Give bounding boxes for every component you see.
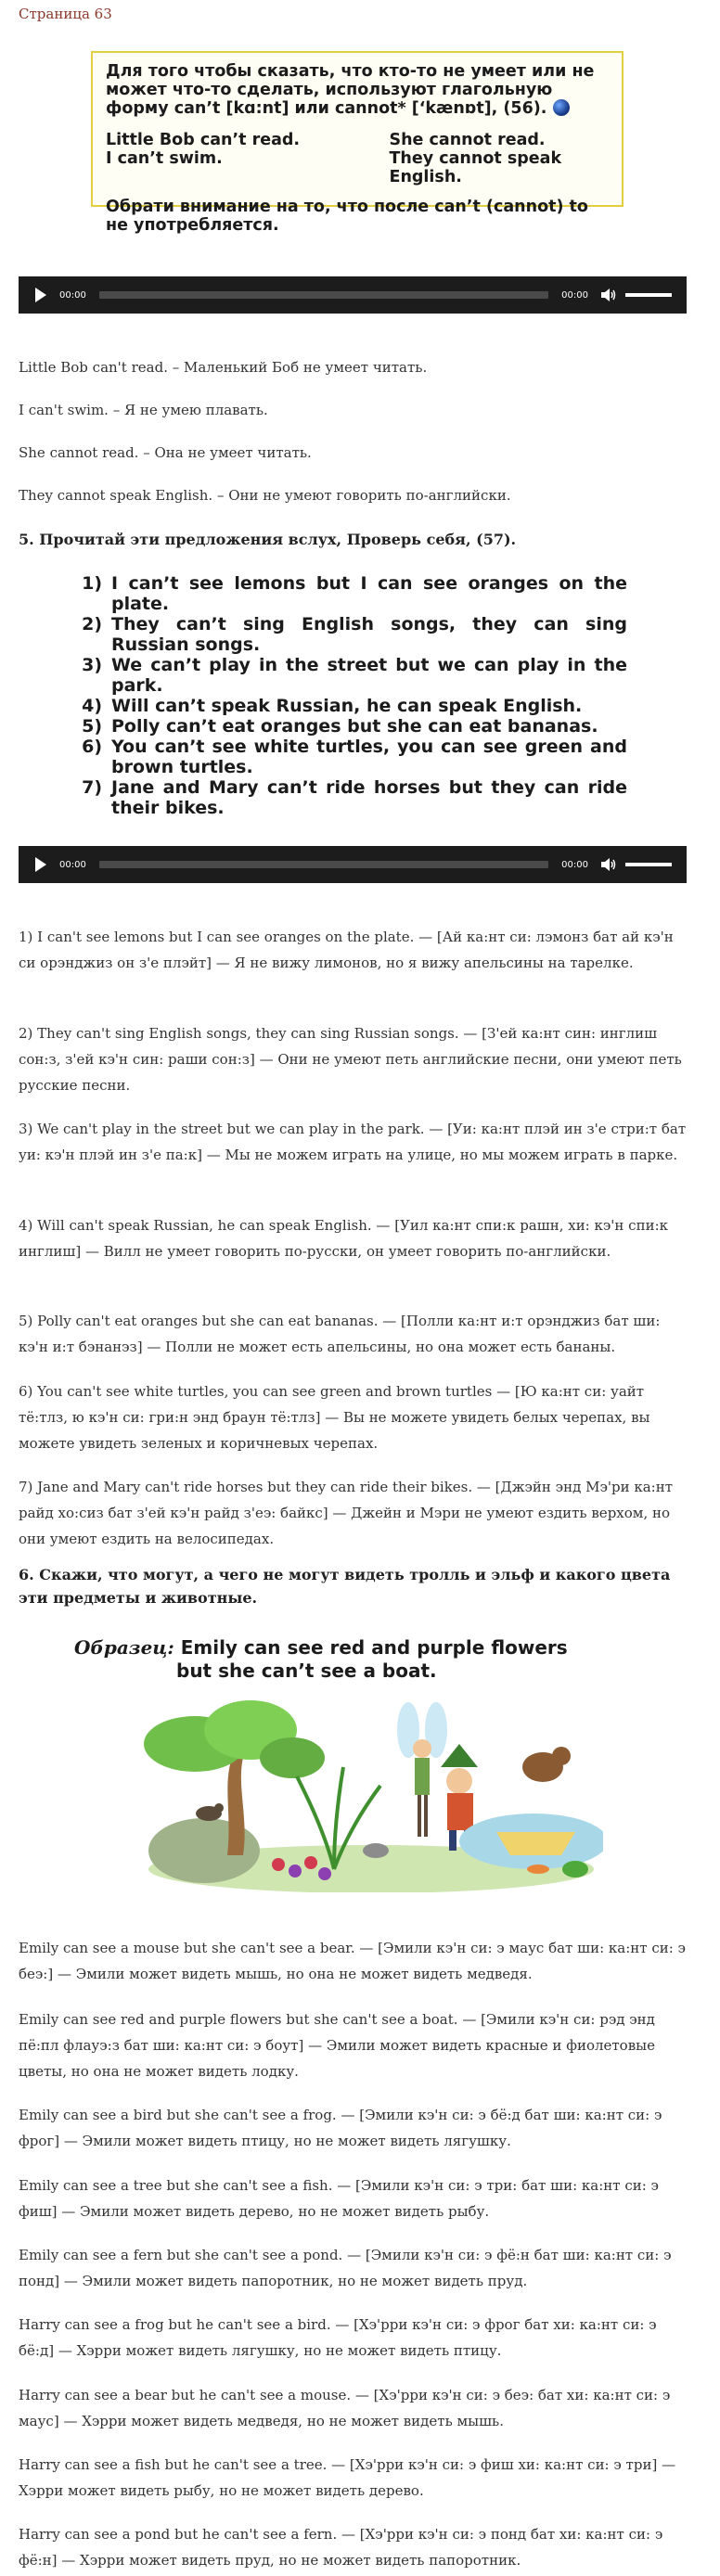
exercise-6-answer: Emily can see a tree but she can't see a fish. — [Эмили кэ'н си: э три: бат ши: ка:нт си: э фиш] — Эмили может видеть дерево, но не может видеть рыбу. xyxy=(19,2177,659,2220)
translation-line: Little Bob can't read. – Маленький Боб не умеет читать. xyxy=(19,359,428,376)
progress-track[interactable] xyxy=(99,861,548,868)
exercise-5-translation: 7) Jane and Mary can't ride horses but they can ride their bikes. — [Джэйн энд Мэ'ри ка:нт райд хо:сиз бат з'ей кэ'н райд з'еэ: байкс] — Джейн и Мэри не умеют ездить верхом, но они умеют ездить на велосипедах. xyxy=(19,1479,674,1547)
rule-note: Обрати внимание на то, что после can’t (cannot) to не употребляется. xyxy=(106,198,588,235)
rule-examples-right xyxy=(389,131,609,186)
translation-line: I can't swim. – Я не умею плавать. xyxy=(19,402,268,418)
rule-example: I can’t swim. xyxy=(106,149,223,168)
exercise-6-answer: Harry can see a bear but he can't see a mouse. — [Хэ'рри кэ'н си: э беэ: бат хи: ка:нт си: э маус] — Хэрри может видеть медведя, но не может видеть мышь. xyxy=(19,2387,671,2429)
exercise-6-answer: Harry can see a frog but he can't see a bird. — [Хэ'рри кэ'н си: э фрог бат хи: ка:нт си: э бё:д] — Хэрри может видеть лягушку, но не может видеть птицу. xyxy=(19,2316,657,2359)
exercise-6-answer: Emily can see a bird but she can't see a frog. — [Эмили кэ'н си: э бё:д бат ши: ка:нт си: э фрог] — Эмили может видеть птицу, но не может видеть лягушку. xyxy=(19,2107,662,2149)
sample-line-1: Emily can see red and purple flowers xyxy=(180,1636,568,1659)
audio-player-2 xyxy=(19,846,687,883)
progress-track[interactable] xyxy=(99,291,548,299)
translation-line: She cannot read. – Она не умеет читать. xyxy=(19,444,312,461)
volume-slider[interactable] xyxy=(625,863,672,866)
rule-examples-left xyxy=(106,131,389,186)
exercise-6-answer: Emily can see a mouse but she can't see a bear. — [Эмили кэ'н си: э маус бат ши: ка:нт си: э беэ:] — Эмили может видеть мышь, но она не может видеть медведя. xyxy=(19,1940,686,1982)
list-item: 6) You can’t see white turtles, you can see green and brown turtles. xyxy=(82,737,627,777)
exercise-5-heading: 5. Прочитай эти предложения вслух, Проверь себя, (57). xyxy=(19,531,517,548)
rule-example: They cannot speak English. xyxy=(389,149,562,186)
rule-example: Little Bob can’t read. xyxy=(106,131,301,149)
rule-examples xyxy=(106,131,609,186)
audio-player-1 xyxy=(19,276,687,314)
exercise-5-translation: 5) Polly can't eat oranges but she can eat bananas. — [Полли ка:нт и:т орэнджиз бат ши: кэ'н и:т бэнанэз] — Полли не может есть апельсины, но она может есть бананы. xyxy=(19,1313,661,1355)
rule-intro-text: Для того чтобы сказать, что кто-то не умеет или не может что-то сделать, используют глагольную форму can’t [kɑ:nt] или cannot* [‘kænɒt], (56). xyxy=(106,62,595,118)
volume-icon[interactable] xyxy=(601,288,616,301)
volume-icon[interactable] xyxy=(601,858,616,871)
list-item: 1) I can’t see lemons but I can see oranges on the plate. xyxy=(82,573,627,614)
exercise-6-answer: Emily can see a fern but she can't see a pond. — [Эмили кэ'н си: э фё:н бат ши: ка:нт си: э понд] — Эмили может видеть папоротник, но не может видеть пруд. xyxy=(19,2247,672,2289)
translation-line: They cannot speak English. – Они не умеют говорить по-английски. xyxy=(19,487,511,504)
exercise-6-answer: Emily can see red and purple flowers but she can't see a boat. — [Эмили кэ'н си: рэд энд пё:пл флауэ:з бат ши: ка:нт си: э боут] — Эмили может видеть красные и фиолетовые цветы, но она не может видеть лодку. xyxy=(19,2011,655,2080)
page-heading: Страница 63 xyxy=(19,6,112,22)
list-item: 7) Jane and Mary can’t ride horses but they can ride their bikes. xyxy=(82,777,627,818)
current-time: 00:00 xyxy=(59,289,86,301)
volume-slider[interactable] xyxy=(625,293,672,297)
sample-label: Образец: xyxy=(74,1636,174,1659)
total-time: 00:00 xyxy=(561,859,588,870)
exercise-5-translation: 3) We can't play in the street but we can play in the park. — [Уи: ка:нт плэй ин з'е стри:т бат уи: кэ'н плэй ин з'е па:к] — Мы не можем играть на улице, но мы можем играть в парке. xyxy=(19,1121,687,1163)
total-time: 00:00 xyxy=(561,289,588,301)
rule-intro xyxy=(106,62,609,118)
list-item: 2) They can’t sing English songs, they can sing Russian songs. xyxy=(82,614,627,655)
play-icon[interactable] xyxy=(35,857,46,872)
exercise-5-translation: 6) You can't see white turtles, you can see green and brown turtles — [Ю ка:нт си: уайт тё:тлз, ю кэ'н си: гри:н энд браун тё:тлз] — Вы не можете увидеть белых черепах, вы можете увидеть зеленых и коричневых черепах. xyxy=(19,1383,650,1452)
exercise-6-heading: 6. Скажи, что могут, а чего не могут видеть тролль и эльф и какого цвета эти предметы и животные. xyxy=(19,1566,671,1607)
list-item: 5) Polly can’t eat oranges but she can eat bananas. xyxy=(82,716,598,737)
exercise-5-translation: 2) They can't sing English songs, they can sing Russian songs. — [З'ей ка:нт син: инглиш сон:з, з'ей кэ'н син: раши сон:з] — Они не умеют петь английские песни, они умеют петь русские песни. xyxy=(19,1025,682,1094)
list-item: 3) We can’t play in the street but we can play in the park. xyxy=(82,655,627,696)
exercise-6-answer: Harry can see a pond but he can't see a fern. — [Хэ'рри кэ'н си: э понд бат хи: ка:нт си: э фё:н] — Хэрри может видеть пруд, но не может видеть папоротник. xyxy=(19,2526,663,2569)
list-item: 4) Will can’t speak Russian, he can speak English. xyxy=(82,696,583,716)
troll-elf-illustration xyxy=(139,1693,603,1892)
exercise-5-translation: 4) Will can't speak Russian, he can speak English. — [Уил ка:нт спи:к рашн, хи: кэ'н спи:к инглиш] — Вилл не умеет говорить по-русски, он умеет говорить по-английски. xyxy=(19,1217,668,1260)
current-time: 00:00 xyxy=(59,859,86,870)
exercise-5-scan xyxy=(74,573,627,818)
sample-scan xyxy=(74,1636,631,1683)
rule-example: She cannot read. xyxy=(389,131,546,149)
grammar-rule-scan xyxy=(91,51,624,235)
exercise-5-translation: 1) I can't see lemons but I can see oranges on the plate. — [Ай ка:нт си: лэмонз бат ай кэ'н си орэнджиз он з'е плэйт] — Я не вижу лимонов, но я вижу апельсины на тарелке. xyxy=(19,929,674,971)
play-icon[interactable] xyxy=(35,288,46,302)
sample-line-2: but she can’t see a boat. xyxy=(176,1660,437,1682)
exercise-6-answer: Harry can see a fish but he can't see a tree. — [Хэ'рри кэ'н си: э фиш хи: ка:нт си: э три] — Хэрри может видеть рыбу, но не может видеть дерево. xyxy=(19,2456,676,2499)
audio-globe-icon xyxy=(553,99,570,116)
